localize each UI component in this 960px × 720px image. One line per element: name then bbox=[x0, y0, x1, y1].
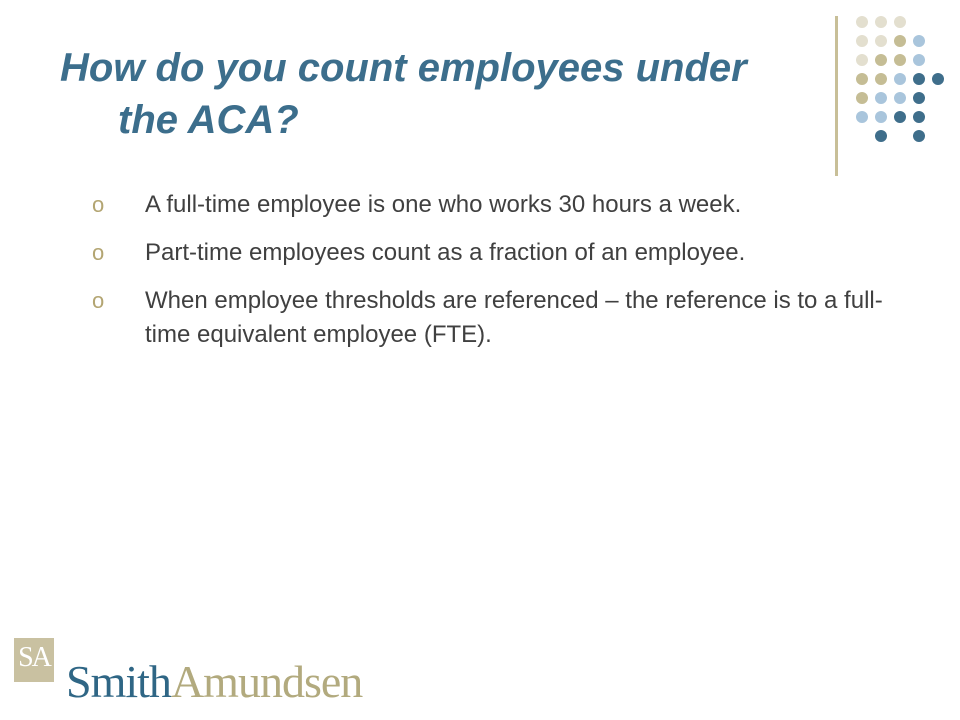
decorative-dot bbox=[875, 16, 887, 28]
bullet-item bbox=[92, 236, 912, 270]
decorative-dot bbox=[913, 73, 925, 85]
logo-monogram-text: SA bbox=[18, 642, 50, 673]
decorative-dot bbox=[913, 130, 925, 142]
decorative-dot bbox=[875, 54, 887, 66]
decorative-divider bbox=[835, 16, 838, 176]
decorative-dot bbox=[913, 35, 925, 47]
decorative-dot bbox=[875, 35, 887, 47]
bullet-text: Part-time employees count as a fraction of an employee. bbox=[145, 239, 746, 266]
decorative-dot bbox=[875, 92, 887, 104]
bullet-marker-icon: o bbox=[92, 288, 105, 313]
logo-name-smith: Smith bbox=[66, 656, 171, 707]
decorative-dot bbox=[894, 35, 906, 47]
bullet-text: A full-time employee is one who works 30 hours a week. bbox=[145, 191, 742, 218]
decorative-dot bbox=[894, 73, 906, 85]
bullet-marker-icon: o bbox=[92, 240, 105, 265]
decorative-dot bbox=[856, 54, 868, 66]
logo-name-amundsen: Amundsen bbox=[170, 656, 363, 707]
bullet-marker-icon: o bbox=[92, 192, 105, 217]
bullet-list bbox=[92, 188, 912, 366]
decorative-dot bbox=[894, 111, 906, 123]
decorative-dot bbox=[856, 92, 868, 104]
company-logo bbox=[66, 656, 362, 708]
decorative-dot bbox=[875, 130, 887, 142]
slide-title bbox=[60, 42, 820, 146]
decorative-dot bbox=[894, 92, 906, 104]
decorative-dot bbox=[875, 111, 887, 123]
decorative-dot bbox=[894, 54, 906, 66]
title-line-2: the ACA? bbox=[118, 98, 299, 142]
title-line-1: How do you count employees under bbox=[60, 46, 747, 90]
decorative-dot bbox=[856, 35, 868, 47]
decorative-dot bbox=[913, 92, 925, 104]
bullet-item bbox=[92, 284, 912, 352]
decorative-dot bbox=[856, 16, 868, 28]
bullet-item bbox=[92, 188, 912, 222]
decorative-dot bbox=[913, 111, 925, 123]
logo-monogram-icon bbox=[14, 638, 54, 682]
decorative-dot bbox=[913, 54, 925, 66]
decorative-dot bbox=[932, 73, 944, 85]
decorative-dot bbox=[856, 111, 868, 123]
decorative-dot bbox=[856, 73, 868, 85]
bullet-text: When employee thresholds are referenced – the reference is to a full-time equivalent employee (FTE). bbox=[145, 287, 883, 348]
decorative-dot bbox=[875, 73, 887, 85]
decorative-dot bbox=[894, 16, 906, 28]
